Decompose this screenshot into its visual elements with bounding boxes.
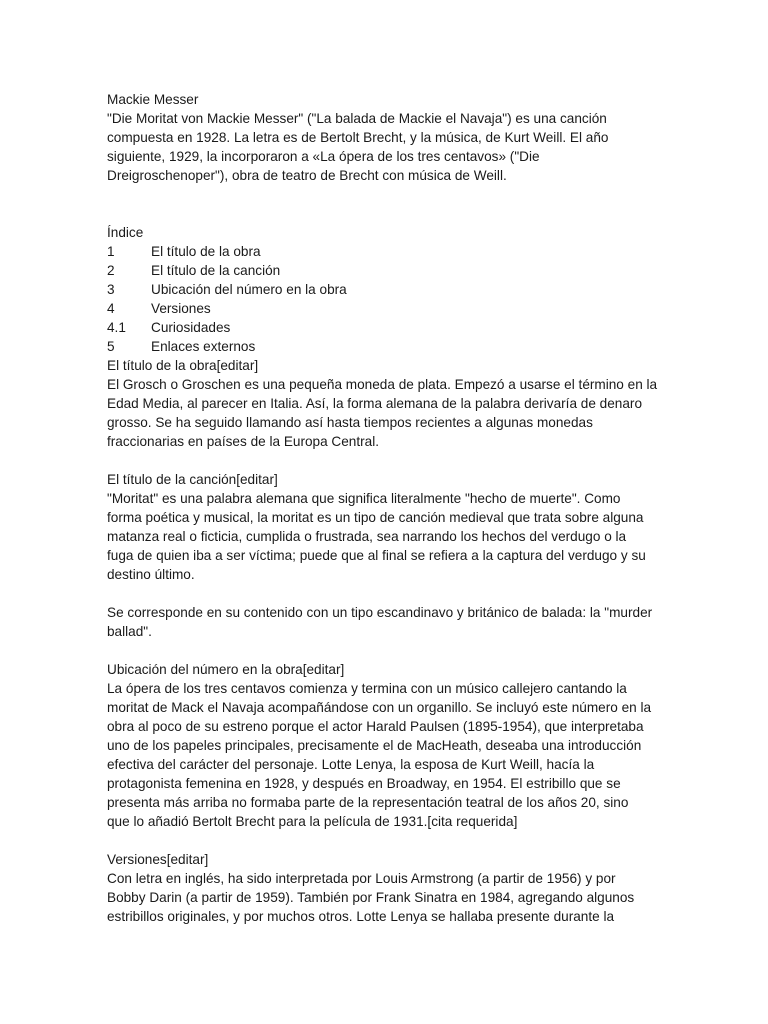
section-line: que lo añadió Bertolt Brecht para la película de 1931.[cita requerida] — [107, 814, 518, 829]
toc-item — [107, 242, 667, 261]
section-line: Bobby Darin (a partir de 1959). También por Frank Sinatra en 1984, agregando algunos — [107, 890, 635, 905]
section-line: protagonista femenina en 1928, y después en Broadway, en 1954. El estribillo que se — [107, 776, 621, 791]
toc-item-number: 4 — [107, 301, 115, 316]
section-line: moritat de Mack el Navaja acompañándose con un organillo. Se incluyó este número en la — [107, 700, 652, 715]
toc-item-number: 4.1 — [107, 320, 126, 335]
section-heading: El título de la canción[editar] — [107, 472, 278, 487]
toc-item-label: Ubicación del número en la obra — [151, 282, 347, 297]
section-line: Edad Media, al parecer en Italia. Así, la forma alemana de la palabra derivaría de denaro — [107, 396, 643, 411]
toc-item — [107, 318, 667, 337]
section-line: fuga de quien iba a ser víctima; puede que al final se refiera a la captura del verdugo y su — [107, 548, 646, 563]
toc-item-label: Versiones — [151, 301, 211, 316]
toc-item-label: Curiosidades — [151, 320, 231, 335]
toc-item — [107, 280, 667, 299]
section-line: efectiva del carácter del personaje. Lotte Lenya, la esposa de Kurt Weill, hacía la — [107, 757, 595, 772]
section-heading: Ubicación del número en la obra[editar] — [107, 662, 345, 677]
section-ubicacion — [107, 660, 667, 831]
section-line: forma poética y musical, la moritat es un tipo de canción medieval que trata sobre alguna — [107, 510, 644, 525]
table-of-contents — [107, 223, 667, 356]
toc-item-number: 1 — [107, 244, 115, 259]
section-line: Con letra en inglés, ha sido interpretada por Louis Armstrong (a partir de 1956) y por — [107, 871, 616, 886]
intro-line: siguiente, 1929, la incorporaron a «La ópera de los tres centavos» ("Die — [107, 149, 540, 164]
section-line: El Grosch o Groschen es una pequeña moneda de plata. Empezó a usarse el término en la — [107, 377, 658, 392]
toc-item-number: 2 — [107, 263, 115, 278]
section-line: Se corresponde en su contenido con un tipo escandinavo y británico de balada: la "murder — [107, 605, 653, 620]
section-titulo-obra — [107, 356, 667, 451]
intro-paragraph — [107, 109, 667, 185]
section-line: estribillos originales, y por muchos otros. Lotte Lenya se hallaba presente durante la — [107, 909, 615, 924]
section-heading: Versiones[editar] — [107, 852, 209, 867]
toc-item-number: 3 — [107, 282, 115, 297]
intro-line: Dreigroschenoper"), obra de teatro de Brecht con música de Weill. — [107, 168, 507, 183]
toc-item — [107, 337, 667, 356]
toc-heading: Índice — [107, 225, 144, 240]
toc-item-label: Enlaces externos — [151, 339, 256, 354]
section-line: fraccionarias en países de la Europa Central. — [107, 434, 380, 449]
section-line: "Moritat" es una palabra alemana que significa literalmente "hecho de muerte". Como — [107, 491, 621, 506]
toc-item-label: El título de la obra — [151, 244, 261, 259]
toc-item — [107, 261, 667, 280]
intro-line: "Die Moritat von Mackie Messer" ("La balada de Mackie el Navaja") es una canción — [107, 111, 607, 126]
section-heading: El título de la obra[editar] — [107, 358, 259, 373]
section-line: grosso. Se ha seguido llamando así hasta tiempos recientes a algunas monedas — [107, 415, 593, 430]
section-line: uno de los papeles principales, precisamente el de MacHeath, deseaba una introducción — [107, 738, 642, 753]
section-line: ballad". — [107, 624, 152, 639]
section-line: destino último. — [107, 567, 195, 582]
toc-item-label: El título de la canción — [151, 263, 281, 278]
section-line: matanza real o ficticia, cumplida o frustrada, sea narrando los hechos del verdugo o la — [107, 529, 627, 544]
section-line: La ópera de los tres centavos comienza y termina con un músico callejero cantando la — [107, 681, 627, 696]
section-line: obra al poco de su estreno porque el actor Harald Paulsen (1895-1954), que interpretaba — [107, 719, 644, 734]
section-versiones — [107, 850, 667, 926]
document-page — [107, 90, 667, 926]
intro-line: compuesta en 1928. La letra es de Bertolt Brecht, y la música, de Kurt Weill. El año — [107, 130, 609, 145]
toc-item — [107, 299, 667, 318]
section-line: presenta más arriba no formaba parte de la representación teatral de los años 20, sino — [107, 795, 629, 810]
document-title: Mackie Messer — [107, 92, 199, 107]
toc-item-number: 5 — [107, 339, 115, 354]
section-titulo-cancion — [107, 470, 667, 641]
